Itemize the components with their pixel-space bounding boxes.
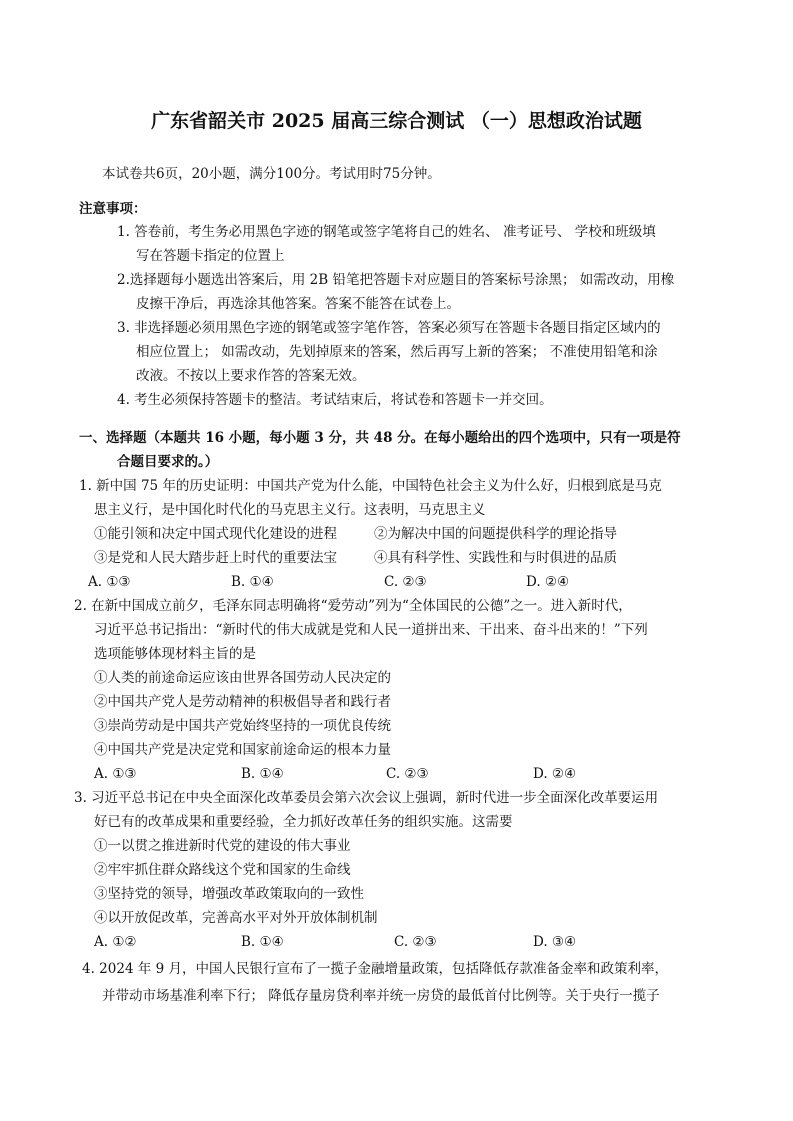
question-1-stem-cont: 思主义行，是中国化时代化的马克思主义行。这表明，马克思主义 xyxy=(94,502,486,518)
question-2-option-a: A. ①③ xyxy=(94,766,137,782)
question-3-stem: 3. 习近平总书记在中央全面深化改革委员会第六次会议上强调，新时代进一步全面深化改革要运用 xyxy=(74,790,659,806)
question-1-stem: 1. 新中国 75 年的历史证明：中国共产党为什么能，中国特色社会主义为什么好，归根到底是马克 xyxy=(79,478,662,494)
exam-intro: 本试卷共6页，20小题，满分100分。考试用时75分钟。 xyxy=(102,166,441,182)
question-1-option-a: A. ①③ xyxy=(88,574,131,590)
question-2-option-c: C. ②③ xyxy=(386,766,429,782)
notice-item-3-cont2: 改液。不按以上要求作答的答案无效。 xyxy=(136,368,366,384)
notice-item-3-cont: 相应位置上； 如需改动，先划掉原来的答案，然后再写上新的答案； 不准使用铅笔和涂 xyxy=(136,344,658,360)
question-1-statement-4: ④具有科学性、实践性和与时俱进的品质 xyxy=(374,550,617,566)
question-3-statement-3: ③坚持党的领导，增强改革政策取向的一致性 xyxy=(94,886,364,902)
question-4-stem: 4. 2024 年 9 月，中国人民银行宣布了一揽子金融增量政策，包括降低存款准备金率和政策利率， xyxy=(82,961,668,977)
question-4-stem-cont: 并带动市场基准利率下行； 降低存量房贷利率并统一房贷的最低首付比例等。关于央行一揽子 xyxy=(102,988,660,1004)
question-3-option-d: D. ③④ xyxy=(533,934,577,950)
question-3-statement-2: ②牢牢抓住群众路线这个党和国家的生命线 xyxy=(94,862,351,878)
question-3-statement-1: ①一以贯之推进新时代党的建设的伟大事业 xyxy=(94,838,351,854)
notice-item-2-cont: 皮擦干净后，再选涂其他答案。答案不能答在试卷上。 xyxy=(136,296,460,312)
question-2-statement-4: ④中国共产党是决定党和国家前途命运的根本力量 xyxy=(94,742,391,758)
question-3-statement-4: ④以开放促改革，完善高水平对外开放体制机制 xyxy=(94,910,378,926)
notice-item-3: 3. 非选择题必须用黑色字迹的钢笔或签字笔作答，答案必须写在答题卡各题目指定区域内的 xyxy=(117,320,661,336)
question-2-statement-3: ③崇尚劳动是中国共产党始终坚持的一项优良传统 xyxy=(94,718,391,734)
question-1-statement-2: ②为解决中国的问题提供科学的理论指导 xyxy=(374,526,617,542)
question-1-statement-3: ③是党和人民大踏步赶上时代的重要法宝 xyxy=(94,550,337,566)
question-3-stem-cont: 好已有的改革成果和重要经验，全力抓好改革任务的组织实施。这需要 xyxy=(94,814,513,830)
notice-heading: 注意事项： xyxy=(79,201,147,217)
question-2-stem-cont2: 选项能够体现材料主旨的是 xyxy=(94,646,256,662)
question-3-option-b: B. ①④ xyxy=(241,934,284,950)
question-1-option-b: B. ①④ xyxy=(231,574,274,590)
question-1-statement-1: ①能引领和决定中国式现代化建设的进程 xyxy=(94,526,337,542)
question-1-option-c: C. ②③ xyxy=(384,574,427,590)
question-2-option-d: D. ②④ xyxy=(533,766,577,782)
notice-item-1: 1. 答卷前，考生务必用黑色字迹的钢笔或签字笔将自己的姓名、 准考证号、 学校和班级填 xyxy=(117,224,656,240)
question-3-option-c: C. ②③ xyxy=(394,934,437,950)
section-heading-cont: 合题目要求的。） xyxy=(117,454,219,470)
question-1-option-d: D. ②④ xyxy=(526,574,570,590)
question-2-stem-cont: 习近平总书记指出：“新时代的伟大成就是党和人民一道拼出来、干出来、奋斗出来的！”下列 xyxy=(94,622,648,638)
question-3-option-a: A. ①② xyxy=(94,934,137,950)
notice-item-4: 4. 考生必须保持答题卡的整洁。考试结束后，将试卷和答题卡一并交回。 xyxy=(117,392,553,408)
question-2-statement-2: ②中国共产党人是劳动精神的积极倡导者和践行者 xyxy=(94,694,391,710)
section-heading: 一、选择题（本题共 16 小题，每小题 3 分，共 48 分。在每小题给出的四个选项中，只有一项是符 xyxy=(79,430,681,446)
page-title: 广东省韶关市 2025 届高三综合测试 （一）思想政治试题 xyxy=(151,110,642,132)
question-2-stem: 2. 在新中国成立前夕，毛泽东同志明确将“爱劳动”列为“全体国民的公德”之一。进入新时代， xyxy=(74,598,632,614)
notice-item-2: 2.选择题每小题选出答案后，用 2B 铅笔把答题卡对应题目的答案标号涂黑； 如需改动，用橡 xyxy=(117,272,675,288)
question-2-statement-1: ①人类的前途命运应该由世界各国劳动人民决定的 xyxy=(94,670,391,686)
notice-item-1-cont: 写在答题卡指定的位置上 xyxy=(136,248,285,264)
question-2-option-b: B. ①④ xyxy=(241,766,284,782)
